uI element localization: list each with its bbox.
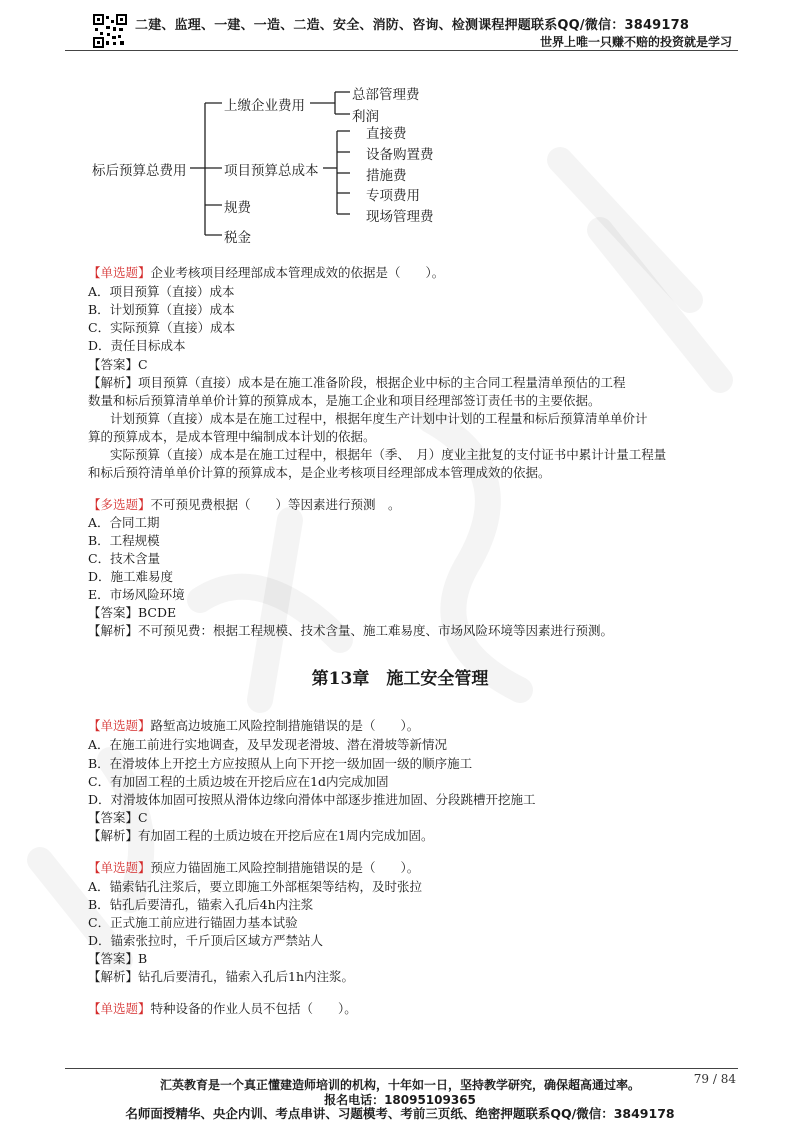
option: D．施工难易度	[88, 569, 174, 584]
option: A．合同工期	[88, 515, 160, 530]
answer: 【答案】B	[88, 951, 148, 966]
diagram-leaf: 专项费用	[366, 188, 420, 204]
option: C．技术含量	[88, 551, 161, 566]
option: E．市场风险环境	[88, 587, 185, 602]
option: C．实际预算（直接）成本	[88, 320, 236, 335]
analysis-line: 【解析】项目预算（直接）成本是在施工准备阶段，根据企业中标的主合同工程量清单预估的工程	[88, 375, 626, 390]
analysis-line: 和标后预符清单单价计算的预算成本，是企业考核项目经理部成本管理成效的依据。	[88, 465, 551, 480]
question-type-tag: 【多选题】	[88, 497, 151, 512]
diagram-branch-project: 项目预算总成本	[224, 163, 319, 179]
footer-promo: 汇英教育是一个真正懂建造师培训的机构，十年如一日，坚持教学研究，确保超高通过率。	[159, 1078, 640, 1092]
option: D．对滑坡体加固可按照从滑体边缘向滑体中部逐步推进加固、分段跳槽开挖施工	[88, 792, 536, 807]
diagram-leaf: 措施费	[366, 168, 407, 184]
answer: 【答案】C	[88, 810, 148, 825]
analysis-line: 【解析】钻孔后要清孔，锚索入孔后1h内注浆。	[88, 969, 355, 984]
diagram-branch-fees: 规费	[224, 200, 251, 216]
diagram-leaf: 直接费	[366, 126, 407, 142]
diagram-root-label: 标后预算总费用	[92, 163, 187, 179]
analysis-line: 数量和标后预算清单单价计算的预算成本，是施工企业和项目经理部签订责任书的主要依据。	[88, 393, 601, 408]
chapter-title: 第13章 施工安全管理	[311, 669, 489, 689]
footer-contact: 名师面授精华、央企内训、考点串讲、习题模考、考前三页纸、绝密押题联系QQ/微信：3849178	[125, 1106, 675, 1121]
question-4-stem: 【单选题】预应力锚固施工风险控制措施错误的是（ ）。	[88, 860, 420, 875]
question-5-stem: 【单选题】特种设备的作业人员不包括（ ）。	[88, 1001, 357, 1016]
question-type-tag: 【单选题】	[88, 1001, 151, 1016]
diagram-leaf: 现场管理费	[366, 209, 434, 225]
header-contact-line: 二建、监理、一建、一造、二造、安全、消防、咨询、检测课程押题联系QQ/微信：3849178	[135, 18, 690, 33]
question-type-tag: 【单选题】	[88, 265, 151, 280]
answer: 【答案】C	[88, 357, 148, 372]
analysis-line: 【解析】有加固工程的土质边坡在开挖后应在1周内完成加固。	[88, 828, 434, 843]
question-type-tag: 【单选题】	[88, 860, 151, 875]
option: B．工程规模	[88, 533, 160, 548]
diagram-leaf: 设备购置费	[366, 147, 434, 163]
analysis-line: 【解析】不可预见费：根据工程规模、技术含量、施工难易度、市场风险环境等因素进行预测。	[88, 623, 614, 638]
analysis-line: 实际预算（直接）成本是在施工过程中，根据年（季、 月）度业主批复的支付证书中累计计量工程量	[110, 447, 667, 462]
question-type-tag: 【单选题】	[88, 718, 151, 733]
analysis-line: 计划预算（直接）成本是在施工过程中，根据年度生产计划中计划的工程量和标后预算清单单价计	[110, 411, 648, 426]
header-slogan: 世界上唯一只赚不赔的投资就是学习	[539, 35, 732, 49]
footer-divider	[65, 1068, 738, 1069]
diagram-leaf: 利润	[352, 109, 379, 125]
option: B．钻孔后要清孔，锚索入孔后4h内注浆	[88, 897, 314, 912]
diagram-leaf: 总部管理费	[352, 87, 420, 103]
option: C．有加固工程的土质边坡在开挖后应在1d内完成加固	[88, 774, 389, 789]
option: D．责任目标成本	[88, 338, 186, 353]
answer: 【答案】BCDE	[88, 605, 177, 620]
option: A．锚索钻孔注浆后，要立即施工外部框架等结构，及时张拉	[88, 879, 423, 894]
option: B．计划预算（直接）成本	[88, 302, 235, 317]
footer-phone: 报名电话：18095109365	[324, 1093, 476, 1107]
question-3-stem: 【单选题】路堑高边坡施工风险控制措施错误的是（ ）。	[88, 718, 420, 733]
option: C．正式施工前应进行锚固力基本试验	[88, 915, 298, 930]
page-number: 79 / 84	[693, 1072, 736, 1086]
diagram-branch-tax: 税金	[224, 230, 251, 246]
diagram-branch-enterprise: 上缴企业费用	[224, 98, 305, 114]
option: B．在滑坡体上开挖土方应按照从上向下开挖一级加固一级的顺序施工	[88, 756, 473, 771]
option: A．项目预算（直接）成本	[88, 284, 235, 299]
option: D．锚索张拉时，千斤顶后区域方严禁站人	[88, 933, 324, 948]
analysis-line: 算的预算成本，是成本管理中编制成本计划的依据。	[88, 429, 376, 444]
option: A．在施工前进行实地调查，及早发现老滑坡、潜在滑坡等新情况	[88, 737, 448, 752]
question-1-stem: 【单选题】企业考核项目经理部成本管理成效的依据是（ ）。	[88, 265, 445, 280]
question-2-stem: 【多选题】不可预见费根据（ ）等因素进行预测 。	[88, 497, 401, 512]
